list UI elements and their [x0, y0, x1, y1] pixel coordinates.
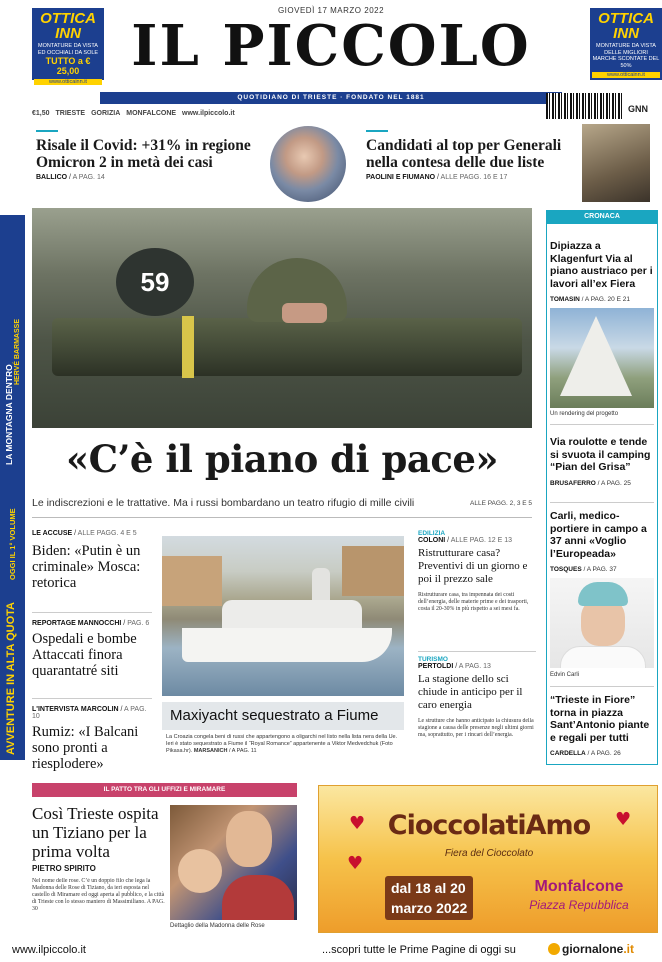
- cronaca-kicker: TOMASIN / A PAG. 20 E 21: [550, 296, 630, 303]
- left-ear-text: MONTATURE DA VISTA ED OCCHIALI DA SOLE: [37, 43, 99, 56]
- cronaca-page: A PAG. 20 E 21: [584, 296, 630, 303]
- cronaca-author: TOMASIN: [550, 296, 580, 303]
- tagline: QUOTIDIANO DI TRIESTE · FONDATO NEL 1881: [100, 92, 562, 104]
- doctor-coat: [560, 646, 646, 668]
- yacht-author: MARSANICH: [193, 748, 228, 754]
- cronaca-author: CARDELLA: [550, 750, 586, 757]
- heart-icon: ♥: [349, 813, 366, 834]
- article-accuse[interactable]: [32, 530, 152, 591]
- teaser-generali-author: PAOLINI E FIUMANO: [366, 174, 436, 181]
- harbor-building: [342, 546, 404, 596]
- fiera-caption: Un rendering del progetto: [550, 411, 619, 417]
- article-kicker: L'INTERVISTA MARCOLIN / A PAG. 10: [32, 706, 147, 720]
- cronaca-author: TOSQUES: [550, 566, 582, 573]
- tiziano-body: [32, 878, 166, 928]
- generali-lion-photo: [582, 124, 650, 202]
- cronaca-kicker: TOSQUES / A PAG. 37: [550, 566, 617, 573]
- article-label: L'INTERVISTA: [32, 706, 79, 713]
- yacht-headline[interactable]: Maxiyacht sequestrato a Fiume: [162, 702, 404, 730]
- promo-top-title: LA MONTAGNA DENTRO: [4, 364, 14, 465]
- article-turismo[interactable]: [418, 656, 536, 764]
- pyramid-shape: [560, 316, 632, 396]
- article-body: Le strutture che hanno anticipato la chiusura della stagione a causa delle presenze negli ultimi giorni ma, soprattutto, per i rincari dell’energia.: [418, 718, 534, 738]
- cronaca-page: A PAG. 37: [586, 566, 617, 573]
- right-ear-logo: OTTICA INN: [598, 10, 654, 42]
- tiziano-caption: Dettaglio della Madonna delle Rose: [170, 923, 265, 929]
- info-strip: [32, 106, 542, 120]
- gnn-logo: GNN: [628, 104, 648, 114]
- tank-number-plate: 59: [116, 248, 194, 316]
- main-page-ref: ALLE PAGG. 2, 3 E 5: [470, 500, 533, 507]
- article-page: A PAG. 13: [458, 663, 491, 670]
- giornalone-logo-icon: [548, 943, 560, 955]
- left-ear-price: TUTTO a € 25,00: [45, 56, 91, 76]
- launcher-tube: [52, 318, 522, 376]
- article-kicker: COLONI / ALLE PAG. 12 E 13: [418, 537, 513, 544]
- hero-photo[interactable]: [32, 208, 532, 428]
- cronaca-headline: Dipiazza a Klagenfurt Via al piano austriaco per i lavori all’ex Fiera: [550, 240, 653, 290]
- ad-city: Monfalcone: [534, 878, 624, 895]
- section-label: EDILIZIA: [418, 530, 446, 537]
- cronaca-headline: Via roulotte e tende si svuota il camping “Pian del Grisa”: [550, 436, 651, 473]
- divider: [32, 517, 532, 518]
- edvin-carli-photo[interactable]: [550, 578, 654, 668]
- launcher-band: [182, 316, 194, 378]
- right-ear-url: www.otticainn.it: [592, 72, 660, 78]
- promo-bottom-title: AVVENTURE IN ALTA QUOTA: [5, 602, 17, 755]
- article-headline: La stagione dello sci chiude in anticipo per il caro energia: [418, 673, 523, 711]
- teaser-covid-headline[interactable]: Risale il Covid: +31% in regione Omicron 2 in metà dei casi: [36, 137, 251, 171]
- right-ear-text: MONTATURE DA VISTA DELLE MIGLIORI MARCHE SCONTATE DEL 50%: [592, 43, 660, 69]
- issue-date: GIOVEDÌ 17 MARZO 2022: [277, 6, 385, 15]
- tiziano-page: A PAG. 30: [32, 899, 165, 912]
- teaser-accent-2: [366, 130, 388, 132]
- covid-photo: [270, 126, 346, 202]
- main-headline[interactable]: «C’è il piano di pace»: [65, 437, 499, 481]
- right-ear-ad[interactable]: [590, 8, 662, 80]
- info-gorizia: GORIZIA: [91, 109, 121, 117]
- article-body: Ristrutturare casa, tra impennata dei costi dell’energia, delle materie prime e dei trasporti, costa il 20-30% in più rispetto a sei mesi fa.: [418, 592, 529, 612]
- divider: [32, 612, 152, 613]
- article-headline: Rumiz: «I Balcani sono pronti a riesplodere»: [32, 724, 139, 772]
- yacht-hull: [182, 628, 392, 662]
- teaser-covid-page: A PAG. 14: [72, 174, 105, 181]
- painting-robe: [222, 875, 294, 920]
- carli-caption: Edvin Carli: [550, 672, 580, 678]
- article-headline: Ristrutturare casa? Preventivi di un giorno e poi il prezzo sale: [418, 547, 528, 585]
- info-trieste: TRIESTE: [55, 109, 86, 117]
- article-reportage[interactable]: [32, 620, 152, 679]
- teaser-generali-headline[interactable]: Candidati al top per Generali nella contesa delle due liste: [366, 137, 562, 171]
- left-ear-url: www.otticainn.it: [34, 79, 102, 85]
- cronaca-item[interactable]: [550, 694, 654, 757]
- article-kicker: LE ACCUSE / ALLE PAGG. 4 E 5: [32, 530, 137, 537]
- cronaca-page: A PAG. 26: [590, 750, 621, 757]
- ad-dates-line1: dal 18 al 20: [391, 880, 466, 896]
- yacht-page: A PAG. 11: [231, 748, 257, 754]
- yacht-deck: [222, 600, 362, 630]
- ad-dates-line2: marzo 2022: [391, 900, 468, 916]
- article-label: LE ACCUSE: [32, 530, 73, 537]
- article-page: ALLE PAGG. 4 E 5: [77, 530, 137, 537]
- article-author: PERTOLDI: [418, 663, 454, 670]
- promo-author: HERVÉ BARMASSE: [14, 319, 21, 385]
- ad-dates: [385, 876, 473, 920]
- cronaca-headline: Carli, medico-portiere in campo a 37 anni «Voglio l’Europeada»: [550, 510, 647, 560]
- divider: [550, 424, 654, 425]
- ad-place: Piazza Repubblica: [529, 898, 629, 912]
- cronaca-kicker: BRUSAFERRO / A PAG. 25: [550, 479, 631, 487]
- brand-name: giornalone: [562, 942, 624, 956]
- cronaca-item[interactable]: [550, 436, 654, 487]
- harbor-building: [162, 556, 222, 606]
- article-author: MANNOCCHI: [77, 620, 122, 627]
- article-headline: Biden: «Putin è un criminale» Mosca: retorica: [32, 543, 141, 591]
- left-ear-logo: OTTICA INN: [40, 10, 96, 42]
- article-intervista[interactable]: [32, 706, 152, 772]
- footer-promo-text: ...scopri tutte le Prime Pagine di oggi su: [322, 944, 516, 956]
- book-promo-band[interactable]: [0, 215, 25, 760]
- yacht-body-text: La Croazia congela beni di russi che appartengono a oligarchi nel listo nella lista nera della Ue. Ieri è stato sequestrato a Fiume il “Royal Romance” appartenente a Viktor Medvedchuk (Foto Pikasa.hr).: [166, 734, 398, 754]
- section-label: TURISMO: [418, 656, 448, 663]
- article-kicker: PERTOLDI / A PAG. 13: [418, 663, 491, 670]
- cioccolatiamo-ad[interactable]: [318, 785, 658, 933]
- divider: [550, 502, 654, 503]
- newspaper-title: IL PICCOLO: [131, 13, 531, 79]
- painting-madonna: [226, 811, 272, 867]
- giornalone-link[interactable]: [562, 942, 634, 956]
- cronaca-item[interactable]: [550, 510, 654, 573]
- cronaca-author: BRUSAFERRO: [550, 479, 596, 487]
- article-author: MARCOLIN: [80, 706, 119, 713]
- article-headline: Ospedali e bombe Attaccati finora quarantatré siti: [32, 631, 137, 679]
- divider: [418, 651, 536, 652]
- teaser-covid-kicker: BALLICO / A PAG. 14: [36, 174, 105, 181]
- ad-title: CioccolatiAmo: [387, 810, 591, 841]
- tiziano-headline[interactable]: Così Trieste ospita un Tiziano per la prima volta: [32, 804, 159, 861]
- madonna-delle-rose-photo[interactable]: [170, 805, 297, 920]
- divider: [550, 686, 654, 687]
- article-page: A PAG. 10: [32, 706, 147, 720]
- article-kicker: REPORTAGE MANNOCCHI / PAG. 6: [32, 620, 150, 627]
- cronaca-label: CRONACA: [546, 210, 658, 224]
- heart-icon: ♥: [347, 853, 364, 874]
- ad-subtitle: Fiera del Cioccolato: [444, 848, 534, 859]
- cronaca-page: A PAG. 25: [600, 479, 631, 487]
- tiziano-section-bar: IL PATTO TRA GLI UFFIZI E MIRAMARE: [32, 783, 297, 797]
- tiziano-author: PIETRO SPIRITO: [32, 864, 96, 873]
- article-edilizia[interactable]: [418, 530, 536, 638]
- main-subhead: Le indiscrezioni e le trattative. Ma i russi bombardano un teatro rifugio di mille civili: [32, 497, 415, 509]
- info-monfalcone: MONFALCONE: [126, 109, 177, 117]
- promo-volume: OGGI IL 1° VOLUME: [8, 508, 17, 580]
- soldier-face: [282, 303, 327, 323]
- article-label: REPORTAGE: [32, 620, 76, 627]
- teaser-accent: [36, 130, 58, 132]
- yacht-mast: [312, 568, 330, 602]
- painting-child: [178, 849, 222, 893]
- cronaca-kicker: CARDELLA / A PAG. 26: [550, 750, 621, 757]
- teaser-generali-page: ALLE PAGG. 16 E 17: [440, 174, 508, 181]
- yacht-body: La Croazia congela beni di russi che appartengono a oligarchi nel listo nella lista nera della Ue. Ieri è stato sequestrato a Fiume il “Royal Romance” appartenente a Viktor Medvedchuk (Foto Pikasa.hr). MARSANICH / A PAG. 11: [166, 734, 398, 754]
- tiziano-body-text: Nel nome delle rose. C’è un doppio filo che lega la Madonna delle Rose di Tiziano, da ieri esposta nel castello di Miramare ed oggi aperta al pubblico, e la città di Trieste con lo stesso maniero di Massimiliano.: [32, 878, 165, 905]
- price: €1,50: [32, 109, 50, 117]
- teaser-generali-kicker: PAOLINI E FIUMANO / ALLE PAGG. 16 E 17: [366, 174, 508, 181]
- cronaca-item[interactable]: [550, 240, 654, 303]
- article-page: ALLE PAG. 12 E 13: [450, 537, 513, 544]
- doctor-cap: [578, 582, 628, 606]
- article-author: COLONI: [418, 537, 446, 544]
- divider: [32, 698, 152, 699]
- barcode: [546, 93, 622, 119]
- teaser-covid-author: BALLICO: [36, 174, 68, 181]
- heart-icon: ♥: [615, 809, 632, 830]
- yacht-photo[interactable]: [162, 536, 404, 696]
- article-page: PAG. 6: [127, 620, 150, 627]
- left-ear-ad[interactable]: [32, 8, 104, 85]
- footer-site-link[interactable]: www.ilpiccolo.it: [12, 944, 86, 956]
- cronaca-headline: “Trieste in Fiore” torna in piazza Sant’Antonio piante e regali per tutti: [550, 694, 650, 744]
- info-website[interactable]: www.ilpiccolo.it: [182, 109, 235, 117]
- brand-tld: .it: [623, 942, 635, 956]
- fiera-rendering-photo[interactable]: [550, 308, 654, 408]
